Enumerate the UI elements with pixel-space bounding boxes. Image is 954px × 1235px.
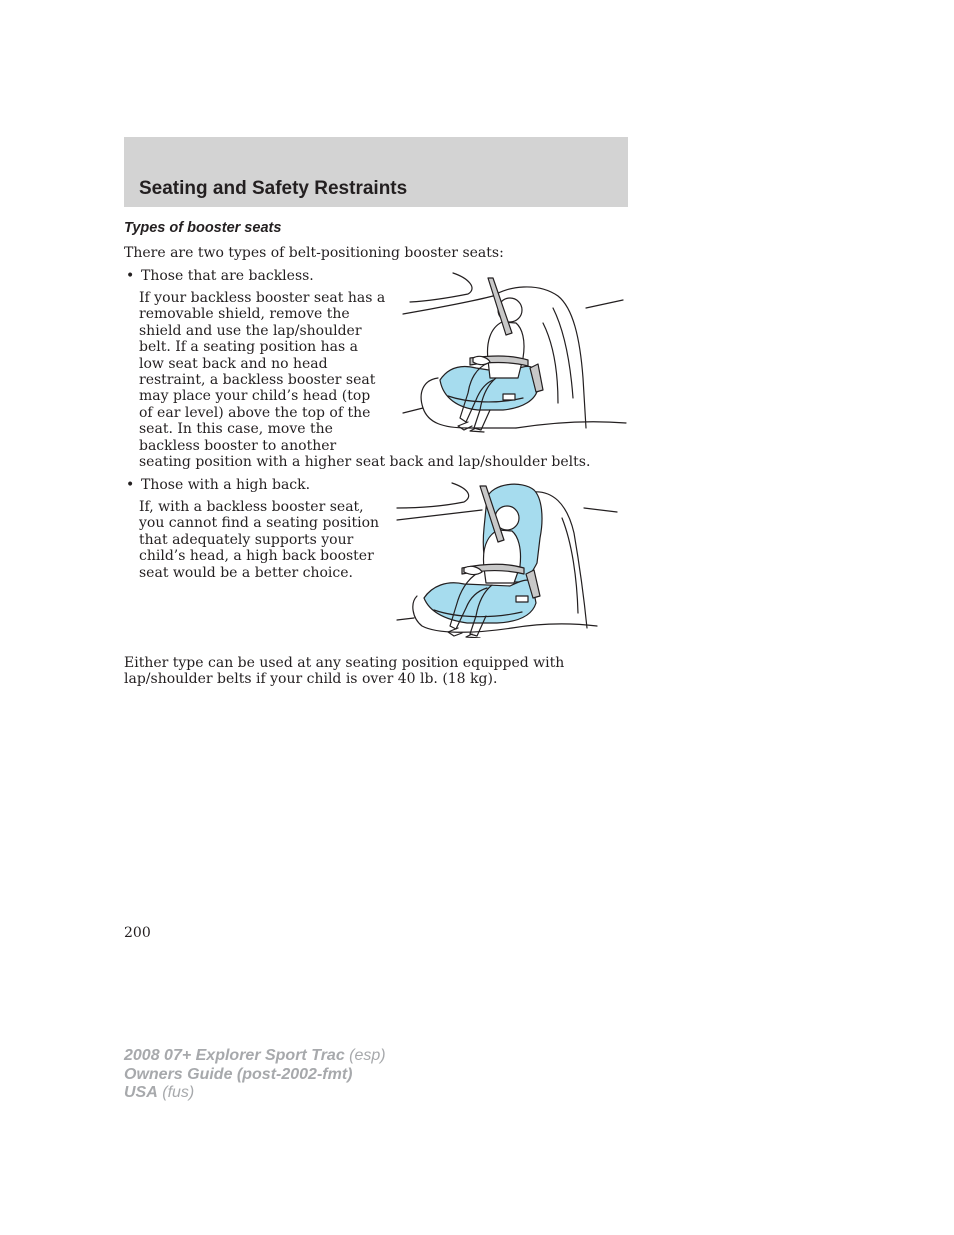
- paragraph-line: that adequately supports your: [139, 531, 354, 548]
- paragraph-line: If, with a backless booster seat,: [139, 499, 364, 515]
- paragraph-line: low seat back and no head: [139, 355, 328, 372]
- footer-model: 2008 07+ Explorer Sport Trac: [124, 1047, 345, 1064]
- paragraph-line: child’s head, a high back booster: [139, 548, 374, 565]
- high-back-booster-illustration: [392, 478, 622, 638]
- paragraph-line: shield and use the lap/shoulder: [139, 322, 362, 339]
- paragraph-line: seat would be a better choice.: [139, 564, 353, 581]
- paragraph-line: removable shield, remove the: [139, 306, 350, 323]
- high-back-paragraph: [139, 499, 379, 581]
- bullet-label-high-back: Those with a high back.: [141, 477, 311, 493]
- page-number: 200: [124, 925, 151, 941]
- closing-paragraph: [124, 655, 564, 688]
- paragraph-line: you cannot find a seating position: [139, 515, 380, 532]
- intro-text: There are two types of belt-positioning booster seats:: [124, 245, 504, 261]
- paragraph-line: of ear level) above the top of the: [139, 404, 371, 421]
- paragraph-line: backless booster to another: [139, 437, 337, 454]
- footer-guide: Owners Guide (post-2002-fmt): [124, 1065, 353, 1083]
- paragraph-line: Either type can be used at any seating position equipped with: [124, 655, 565, 671]
- paragraph-line: seating position with a higher seat back and lap/shoulder belts.: [139, 454, 591, 471]
- section-title: Seating and Safety Restraints: [139, 178, 408, 199]
- paragraph-line: lap/shoulder belts if your child is over 40 lb. (18 kg).: [124, 671, 498, 688]
- paragraph-line: seat. In this case, move the: [139, 421, 333, 438]
- document-footer: [124, 1047, 386, 1103]
- paragraph-line: may place your child’s head (top: [139, 388, 371, 405]
- section-header-band: [124, 137, 628, 207]
- paragraph-line: If your backless booster seat has a: [139, 290, 386, 306]
- subheading: Types of booster seats: [124, 220, 282, 236]
- backless-booster-illustration: [398, 268, 628, 433]
- bullet-dot: •: [126, 477, 135, 493]
- footer-market-code: (fus): [162, 1084, 195, 1101]
- bullet-dot: •: [126, 268, 135, 284]
- paragraph-line: belt. If a seating position has a: [139, 339, 358, 356]
- footer-model-code: (esp): [349, 1047, 386, 1064]
- bullet-label-backless: Those that are backless.: [141, 268, 314, 284]
- footer-market: USA: [124, 1084, 158, 1101]
- paragraph-line: restraint, a backless booster seat: [139, 372, 376, 389]
